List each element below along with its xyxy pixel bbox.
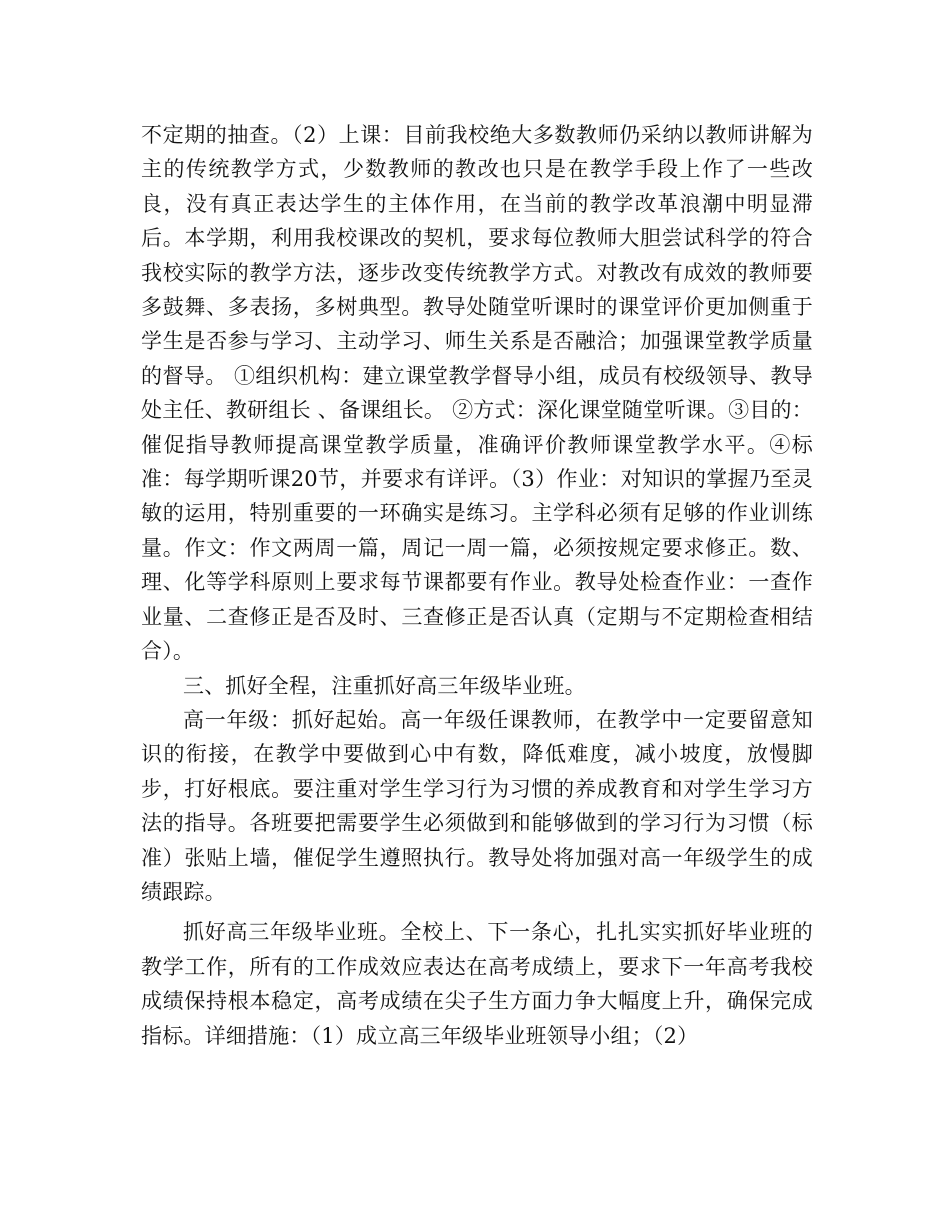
document-body	[141, 118, 813, 1053]
paragraph-section-three-heading: 三、抓好全程，注重抓好高三年级毕业班。	[183, 673, 586, 698]
paragraph-grade-one: 高一年级：抓好起始。高一年级任课教师，在教学中一定要留意知识的衔接，在教学中要做到心中有数，降低难度，减小坡度，放慢脚步，打好根底。要注重对学生学习行为习惯的养成教育和对学生学习方法的指导。各班要把需要学生必须做到和能够做到的学习行为习惯（标准）张贴上墙，催促学生遵照执行。教导处将加强对高一年级学生的成绩跟踪。	[141, 707, 813, 904]
paragraph-grade-three: 抓好高三年级毕业班。全校上、下一条心，扎扎实实抓好毕业班的教学工作，所有的工作成效应表达在高考成绩上，要求下一年高考我校成绩保持根本稳定，高考成绩在尖子生方面力争大幅度上升，确保完成指标。详细措施：（1）成立高三年级毕业班领导小组；（2）	[141, 920, 813, 1048]
paragraph-teaching-routine: 不定期的抽查。（2）上课：目前我校绝大多数教师仍采纳以教师讲解为主的传统教学方式，少数教师的教改也只是在教学手段上作了一些改良，没有真正表达学生的主体作用，在当前的教学改革浪潮中明显滞后。本学期，利用我校课改的契机，要求每位教师大胆尝试科学的符合我校实际的教学方法，逐步改变传统教学方式。对教改有成效的教师要多鼓舞、多表扬，多树典型。教导处随堂听课时的课堂评价更加侧重于学生是否参与学习、主动学习、师生关系是否融洽；加强课堂教学质量的督导。 ①组织机构：建立课堂教学督导小组，成员有校级领导、教导处主任、教研组长 、备课组长。 ②方式：深化课堂随堂听课。③目的：催促指导教师提高课堂教学质量，准确评价教师课堂教学水平。④标准：每学期听课20节，并要求有详评。（3）作业：对知识的掌握乃至灵敏的运用，特别重要的一环确实是练习。主学科必须有足够的作业训练量。作文：作文两周一篇，周记一周一篇，必须按规定要求修正。数、理、化等学科原则上要求每节课都要有作业。教导处检查作业：一查作业量、二查修正是否及时、三查修正是否认真（定期与不定期检查相结合）。	[141, 123, 813, 664]
